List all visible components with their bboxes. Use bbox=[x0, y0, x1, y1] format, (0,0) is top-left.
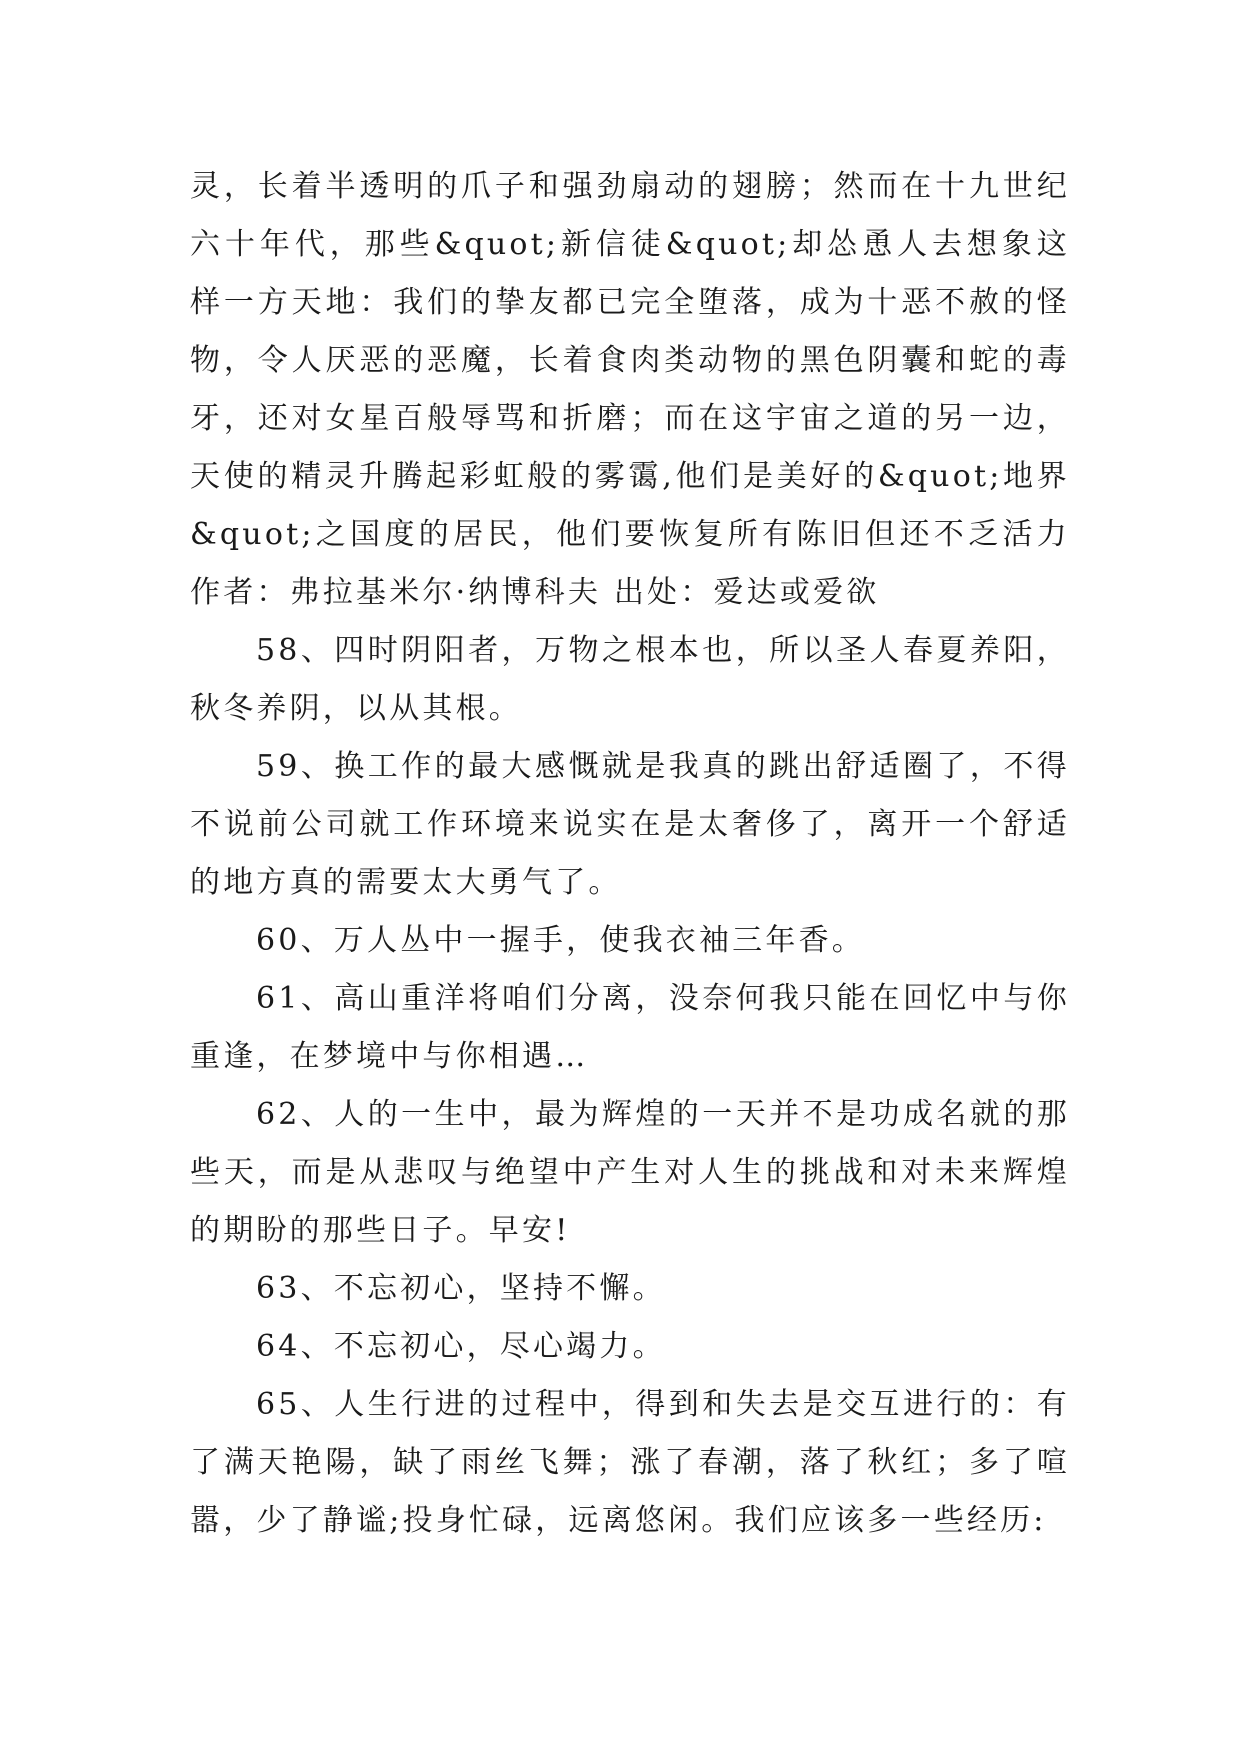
paragraph-63: 63、不忘初心，坚持不懈。 bbox=[256, 1271, 666, 1306]
paragraph-60: 60、万人丛中一握手，使我衣袖三年香。 bbox=[256, 923, 865, 958]
document-page bbox=[190, 158, 1070, 1550]
paragraph-62: 62、人的一生中，最为辉煌的一天并不是功成名就的那些天，而是从悲叹与绝望中产生对人生的挑战和对未来辉煌的期盼的那些日子。早安! bbox=[190, 1097, 1070, 1248]
paragraph-65: 65、人生行进的过程中，得到和失去是交互进行的：有了满天艳陽，缺了雨丝飞舞；涨了春潮，落了秋红；多了喧嚣，少了静谧;投身忙碌，远离悠闲。我们应该多一些经历: bbox=[190, 1387, 1070, 1538]
paragraph-continued: 灵，长着半透明的爪子和强劲扇动的翅膀；然而在十九世纪六十年代，那些&quot;新信徒&quot;却怂恿人去想象这样一方天地：我们的挚友都已完全堕落，成为十恶不赦的怪物，令人厌恶的恶魔，长着食肉类动物的黑色阴囊和蛇的毒牙，还对女星百般辱骂和折磨；而在这宇宙之道的另一边，天使的精灵升腾起彩虹般的雾霭,他们是美好的&quot;地界&quot;之国度的居民，他们要恢复所有陈旧但还不乏活力作者：弗拉基米尔·纳博科夫 出处：爱达或爱欲 bbox=[190, 169, 1070, 610]
paragraph-61: 61、高山重洋将咱们分离，没奈何我只能在回忆中与你重逢，在梦境中与你相遇… bbox=[190, 981, 1070, 1074]
paragraph-64: 64、不忘初心，尽心竭力。 bbox=[256, 1329, 666, 1364]
paragraph-58: 58、四时阴阳者，万物之根本也，所以圣人春夏养阳，秋冬养阴，以从其根。 bbox=[190, 633, 1070, 726]
paragraph-59: 59、换工作的最大感慨就是我真的跳出舒适圈了，不得不说前公司就工作环境来说实在是太奢侈了，离开一个舒适的地方真的需要太大勇气了。 bbox=[190, 749, 1070, 900]
